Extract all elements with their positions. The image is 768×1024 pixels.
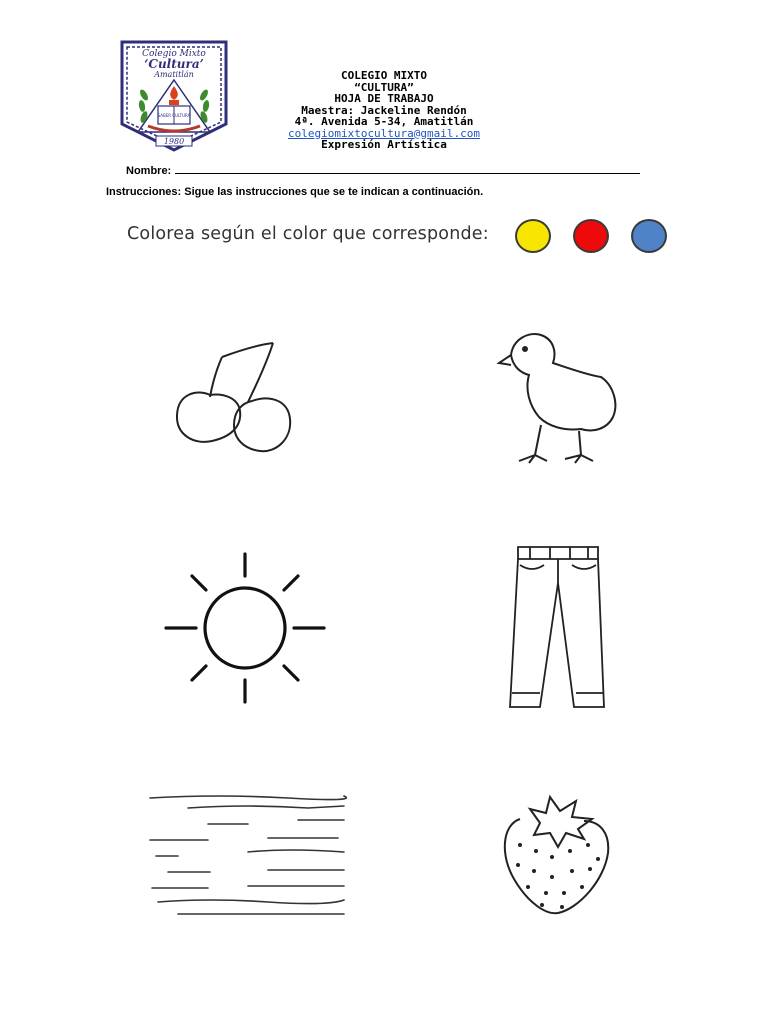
subject: Expresión Artística xyxy=(321,138,447,151)
name-blank-line[interactable] xyxy=(175,163,640,174)
jeans-drawing xyxy=(500,543,610,713)
document-header xyxy=(250,70,518,151)
logo-book-text: SABER CULTURA xyxy=(157,113,191,118)
coloring-prompt: Colorea según el color que corresponde: xyxy=(127,224,489,244)
sheet-title: HOJA DE TRABAJO xyxy=(334,92,434,105)
logo-year: 1980 xyxy=(163,137,185,146)
book-icon xyxy=(158,106,191,124)
blue-swatch xyxy=(631,219,667,253)
instructions-text: Instrucciones: Sigue las instrucciones que se te indican a continuación. xyxy=(106,186,484,198)
sea-drawing xyxy=(148,790,348,920)
logo-line1: Colegio Mixto xyxy=(142,49,206,59)
teacher-name: Maestra: Jackeline Rendón xyxy=(301,103,467,117)
school-logo xyxy=(120,40,228,152)
logo-line2: ‘Cultura’ xyxy=(144,57,204,71)
red-swatch xyxy=(573,219,609,253)
sun-drawing xyxy=(160,548,330,708)
logo-line3: Amatitlán xyxy=(154,70,194,79)
school-title: COLEGIO MIXTO xyxy=(340,69,428,82)
school-name: “CULTURA” xyxy=(354,80,414,94)
name-field xyxy=(126,163,640,177)
chick-drawing xyxy=(495,325,625,465)
cherries-drawing xyxy=(170,335,320,460)
name-label: Nombre: xyxy=(126,165,172,177)
address: 4ª. Avenida 5-34, Amatitlán xyxy=(294,115,474,128)
email-link[interactable]: colegiomixtocultura@gmail.com xyxy=(287,126,481,140)
strawberry-drawing xyxy=(500,795,620,920)
yellow-swatch xyxy=(515,219,551,253)
